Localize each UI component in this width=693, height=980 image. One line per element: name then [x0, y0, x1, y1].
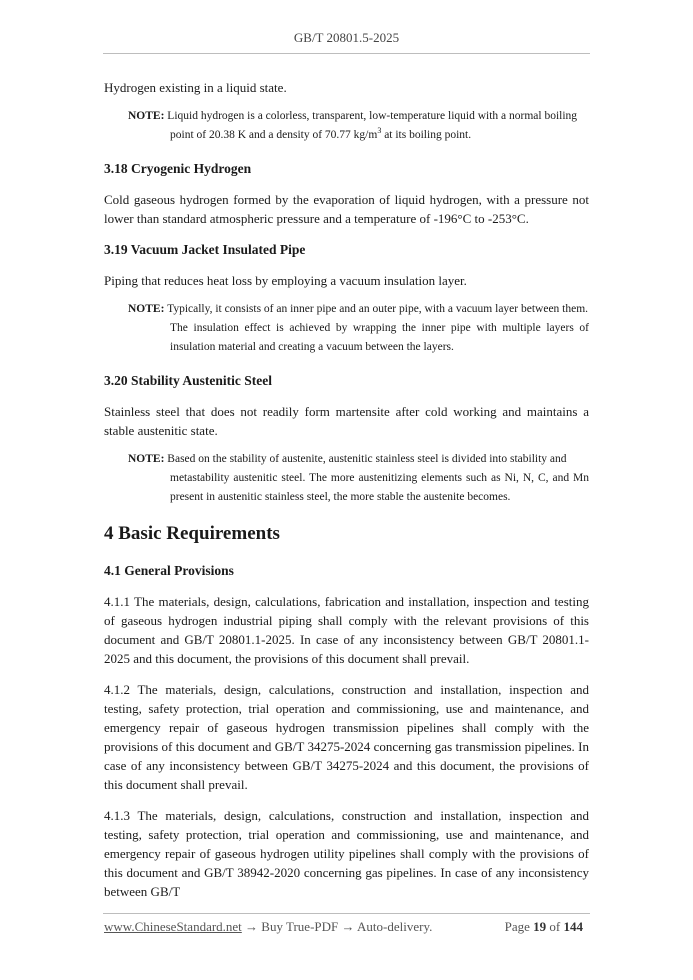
paragraph-liquid-hydrogen: Hydrogen existing in a liquid state.: [104, 80, 287, 95]
paragraph-4-1-2: 4.1.2 The materials, design, calculations, construction and installation, inspection and testing, safety protection, trial operation and commissioning, use and maintenance, and emergency repair of gaseous hydrogen transmission pipelines shall comply with the provisions of this document and GB/T 34275-2024 concerning gas transmission pipelines. In case of any inconsistency between GB/T 34275-2024 and this document, the provisions of this document shall prevail.: [104, 682, 589, 792]
note-label: NOTE:: [128, 303, 165, 315]
note-label: NOTE:: [128, 453, 165, 465]
promo-text: → Buy True-PDF → Auto-delivery.: [241, 919, 433, 934]
heading-3-18: 3.18 Cryogenic Hydrogen: [104, 161, 252, 176]
heading-3-20: 3.20 Stability Austenitic Steel: [104, 373, 272, 388]
note-austenite: [128, 450, 589, 507]
heading-4-1: 4.1 General Provisions: [104, 563, 234, 578]
note-cont-b: at its boiling point.: [381, 129, 472, 141]
superscript: 3: [377, 126, 382, 136]
paragraph-4-1-3: 4.1.3 The materials, design, calculations, construction and installation, inspection and testing, safety protection, trial operation and commissioning, use and maintenance, and emergency repair of gaseous hydrogen utility pipelines shall comply with the provisions of this document and GB/T 38942-2020 concerning gas pipelines. In case of any inconsistency between GB/T: [104, 808, 589, 899]
paragraph-3-20: Stainless steel that does not readily form martensite after cold working and maintains a stable austenitic state.: [104, 404, 589, 438]
note-cont-a: point of 20.38 K and a density of 70.77 kg/m: [170, 129, 378, 141]
note-label: NOTE:: [128, 110, 165, 122]
note-text: Based on the stability of austenite, austenitic stainless steel is divided into stability and: [167, 453, 567, 465]
paragraph-4-1-1: 4.1.1 The materials, design, calculations, fabrication and installation, inspection and testing of gaseous hydrogen industrial piping shall comply with the relevant provisions of this document and GB/T 20801.1-2025. In case of any inconsistency between GB/T 20801.1-2025 and this document, the provisions of this document shall prevail.: [104, 594, 589, 666]
of-word: of: [549, 919, 561, 934]
footer-divider: [103, 913, 590, 914]
note-continuation: metastability austenitic steel. The more austenitizing elements such as Ni, N, C, and Mn present in austenitic stainless steel, the more stable the austenite becomes.: [170, 472, 589, 503]
running-header: GB/T 20801.5-2025: [293, 30, 400, 45]
heading-3-19: 3.19 Vacuum Jacket Insulated Pipe: [104, 242, 306, 257]
note-liquid-hydrogen: [128, 107, 589, 145]
page-word: Page: [504, 919, 530, 934]
note-text: Typically, it consists of an inner pipe and an outer pipe, with a vacuum layer between them.: [167, 303, 589, 315]
note-continuation: The insulation effect is achieved by wrapping the inner pipe with multiple layers of insulation material and creating a vacuum between the layers.: [170, 322, 589, 353]
note-text: Liquid hydrogen is a colorless, transparent, low-temperature liquid with a normal boiling: [167, 110, 578, 122]
paragraph-3-19: Piping that reduces heat loss by employing a vacuum insulation layer.: [104, 273, 467, 288]
note-continuation: [128, 126, 589, 145]
header-divider: [103, 53, 590, 54]
site-link[interactable]: www.ChineseStandard.net: [104, 919, 242, 934]
page-indicator: [505, 919, 583, 935]
paragraph-3-18: Cold gaseous hydrogen formed by the evaporation of liquid hydrogen, with a pressure not lower than standard atmospheric pressure and a temperature of -196°C to -253°C.: [104, 192, 589, 226]
note-vacuum-jacket: [128, 300, 589, 357]
page-body: [104, 78, 589, 913]
page-number: 19: [533, 919, 547, 934]
footer-promo: [104, 919, 432, 935]
total-pages: 144: [563, 919, 583, 934]
heading-4: 4 Basic Requirements: [104, 523, 280, 544]
